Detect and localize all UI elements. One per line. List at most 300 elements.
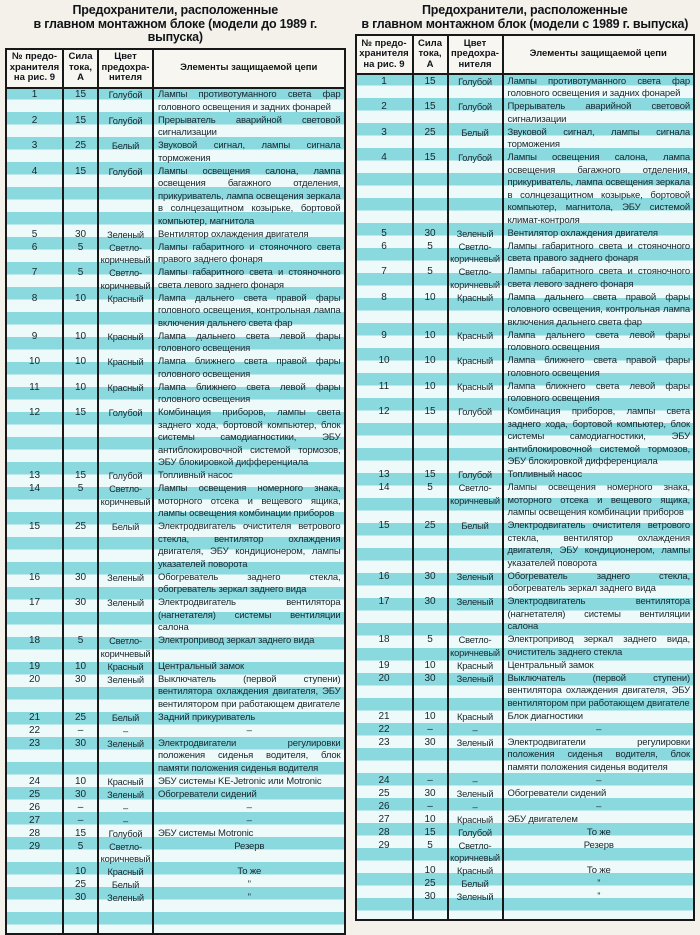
fuse-number-cell: 6	[357, 240, 414, 266]
table-row	[7, 267, 344, 293]
fuse-color-cell: –	[449, 800, 504, 813]
protected-circuit-cell: Центральный замок	[507, 659, 594, 671]
fuse-color-cell: Красный	[449, 813, 504, 826]
fuse-color-cell: Красный	[449, 380, 504, 406]
amperage-cell: 30	[64, 597, 99, 635]
amperage-cell: 10	[64, 775, 99, 788]
fuse-color-cell: Зеленый	[449, 227, 504, 240]
amperage-cell: 5	[64, 267, 99, 293]
fuse-number-cell: 23	[7, 737, 64, 775]
fuse-number-cell: 28	[7, 827, 64, 840]
amperage-cell: 5	[414, 634, 449, 660]
protected-circuit-cell: Комбинация приборов, лампы света заднего хода, бортовой компьютер, блок системы самодиагностики, ЭБУ антиблокировочной системой тормозов, ЭБУ блокировкой дифференциала	[507, 406, 690, 467]
table-row	[357, 329, 694, 355]
amperage-cell: –	[64, 724, 99, 737]
table-row	[7, 228, 344, 241]
table-row	[7, 840, 344, 866]
table-row	[357, 659, 694, 672]
amperage-cell: –	[414, 800, 449, 813]
protected-circuit-cell: Задний прикуриватель	[158, 711, 256, 723]
fuse-color-cell: Красный	[449, 355, 504, 381]
table-row	[7, 483, 344, 521]
table-row	[357, 355, 694, 381]
fuse-color-cell: Голубой	[449, 152, 504, 228]
fuse-number-cell: 24	[7, 775, 64, 788]
table-row	[7, 892, 344, 905]
fuse-color-cell: Голубой	[99, 114, 154, 140]
fuse-number-cell: 18	[7, 635, 64, 661]
fuse-color-cell: Зеленый	[449, 787, 504, 800]
fuse-number-cell: 18	[357, 634, 414, 660]
fuse-color-cell: Зеленый	[99, 737, 154, 775]
protected-circuit-cell: Обогреватель заднего стекла, обогреватель зеркал заднего вида	[507, 570, 690, 594]
amperage-cell: 10	[414, 710, 449, 723]
protected-circuit-cell: Лампы габаритного света и стояночного света левого заднего фонаря	[158, 267, 341, 291]
table-row	[357, 240, 694, 266]
protected-circuit-cell: Лампы противотуманного света фар головного освещения и задних фонарей	[507, 75, 690, 99]
table-empty-area	[357, 904, 694, 920]
amperage-cell: 25	[414, 126, 449, 152]
protected-circuit-cell: То же	[586, 826, 611, 838]
fuse-color-cell: Светло-коричневый	[449, 634, 504, 660]
table-row	[357, 826, 694, 839]
header-protected-circuit: Элементы защищаемой цепи	[529, 48, 667, 60]
fuse-color-cell: Голубой	[449, 101, 504, 127]
fuse-color-cell: Голубой	[99, 470, 154, 483]
fuse-color-cell: Зеленый	[449, 570, 504, 596]
fuse-color-cell: Красный	[449, 710, 504, 723]
amperage-cell: 5	[414, 240, 449, 266]
protected-circuit-cell: Лампы противотуманного света фар головного освещения и задних фонарей	[158, 89, 341, 113]
protected-circuit-cell: –	[596, 800, 602, 812]
fuse-number-cell: 16	[7, 571, 64, 597]
table-row	[357, 710, 694, 723]
protected-circuit-cell: Электродвигатели регулировки положения сиденья водителя, блок памяти положения сиденья водителя	[158, 737, 341, 774]
fuse-number-cell: 7	[357, 266, 414, 292]
table-row	[357, 813, 694, 826]
table-row	[7, 330, 344, 356]
fuse-number-cell: 26	[7, 801, 64, 814]
amperage-cell: 25	[64, 521, 99, 572]
table-row	[357, 406, 694, 469]
protected-circuit-cell: ”	[247, 879, 251, 890]
amperage-cell: 5	[414, 482, 449, 520]
fuse-number-cell: 10	[357, 355, 414, 381]
fuse-number-cell: 11	[7, 381, 64, 407]
fuse-color-cell: –	[449, 723, 504, 736]
fuse-number-cell: 11	[357, 380, 414, 406]
amperage-cell: 5	[64, 840, 99, 866]
amperage-cell: 15	[64, 827, 99, 840]
amperage-cell: 10	[414, 813, 449, 826]
fuse-color-cell: Зеленый	[449, 672, 504, 710]
fuse-number-cell: 25	[357, 787, 414, 800]
table-header-row	[7, 50, 344, 89]
table-row	[357, 723, 694, 736]
table-row	[7, 140, 344, 166]
amperage-cell: 15	[64, 114, 99, 140]
protected-circuit-cell: Электродвигатель очистителя ветрового стекла, вентилятор охлаждения двигателя, ЭБУ кондиционером, лампы указателей поворота	[158, 521, 341, 570]
fuse-color-cell: Светло-коричневый	[99, 635, 154, 661]
fuse-color-cell: Красный	[449, 659, 504, 672]
protected-circuit-cell: ”	[247, 892, 251, 903]
protected-circuit-cell: Лампы габаритного и стояночного света правого заднего фонаря	[158, 241, 341, 265]
amperage-cell: 30	[64, 788, 99, 801]
amperage-cell: 30	[64, 228, 99, 241]
fuse-number-cell	[357, 865, 414, 878]
protected-circuit-cell: –	[246, 724, 252, 736]
fuse-color-cell: Светло-коричневый	[99, 241, 154, 267]
fuse-color-cell: Голубой	[99, 89, 154, 115]
protected-circuit-cell: Обогреватели сидений	[158, 788, 257, 800]
protected-circuit-cell: Лампы габаритного света и стояночного света левого заднего фонаря	[507, 266, 690, 290]
fuse-number-cell: 4	[357, 152, 414, 228]
amperage-cell: 10	[64, 356, 99, 382]
amperage-cell: 15	[414, 406, 449, 469]
fuse-color-cell: Красный	[99, 330, 154, 356]
table-row	[7, 866, 344, 879]
table-row	[357, 596, 694, 634]
fuse-number-cell: 14	[357, 482, 414, 520]
table-row	[7, 775, 344, 788]
fuse-color-cell: –	[99, 724, 154, 737]
table-row	[357, 380, 694, 406]
protected-circuit-cell: Резерв	[583, 839, 614, 851]
amperage-cell: –	[414, 774, 449, 787]
table-row	[7, 635, 344, 661]
fuse-number-cell: 7	[7, 267, 64, 293]
fuse-number-cell: 5	[357, 227, 414, 240]
header-fuse-number: № предо-хранителя на рис. 9	[7, 50, 64, 87]
amperage-cell: 15	[414, 101, 449, 127]
fuse-color-cell: Красный	[99, 775, 154, 788]
fuse-color-cell: Светло-коричневый	[449, 482, 504, 520]
amperage-cell: 30	[414, 891, 449, 904]
fuse-number-cell: 29	[7, 840, 64, 866]
fuse-color-cell: Зеленый	[99, 571, 154, 597]
fuse-color-cell: Светло-коричневый	[449, 266, 504, 292]
fuse-color-cell: Белый	[99, 711, 154, 724]
fuse-color-cell: Красный	[99, 660, 154, 673]
protected-circuit-cell: Электродвигатели регулировки положения сиденья водителя, блок памяти положения сиденья водителя	[507, 736, 690, 773]
protected-circuit-cell: Выключатель (первой ступени) вентилятора охлаждения двигателя, ЭБУ вентилятором при работающем двигателе	[507, 672, 690, 709]
amperage-cell: 10	[64, 292, 99, 330]
fuse-color-cell: Голубой	[449, 406, 504, 469]
amperage-cell: 30	[414, 736, 449, 774]
fuse-number-cell: 12	[357, 406, 414, 469]
table-row	[7, 660, 344, 673]
amperage-cell: 30	[414, 227, 449, 240]
fuse-number-cell: 17	[357, 596, 414, 634]
fuse-table-post-1989-section	[355, 3, 696, 935]
fuse-number-cell: 3	[7, 140, 64, 166]
amperage-cell: 25	[414, 520, 449, 571]
protected-circuit-cell: Вентилятор охлаждения двигателя	[507, 227, 658, 239]
table-row	[7, 521, 344, 572]
fuse-number-cell: 29	[357, 839, 414, 865]
protected-circuit-cell: Выключатель (первой ступени) вентилятора охлаждения двигателя, ЭБУ вентилятором при работающем двигателе	[158, 673, 341, 710]
amperage-cell: 10	[64, 660, 99, 673]
fuse-number-cell: 15	[7, 521, 64, 572]
fuse-number-cell	[357, 878, 414, 891]
title-line-1: Предохранители, расположенные	[422, 3, 628, 17]
table-row	[7, 827, 344, 840]
fuse-color-cell: Белый	[99, 879, 154, 892]
amperage-cell: 10	[414, 380, 449, 406]
fuse-number-cell: 27	[357, 813, 414, 826]
header-amperage: Сила тока, А	[64, 50, 99, 87]
fuse-color-cell: Белый	[99, 140, 154, 166]
fuse-number-cell: 10	[7, 356, 64, 382]
fuse-color-cell: Красный	[449, 291, 504, 329]
fuse-color-cell: Зеленый	[449, 736, 504, 774]
protected-circuit-cell: ЭБУ системы KE-Jetronic или Motronic	[158, 775, 322, 787]
table-row	[7, 814, 344, 827]
protected-circuit-cell: ЭБУ двигателем	[507, 813, 578, 825]
fuse-number-cell: 19	[7, 660, 64, 673]
protected-circuit-cell: Центральный замок	[158, 660, 245, 672]
fuse-number-cell: 3	[357, 126, 414, 152]
amperage-cell: 30	[64, 892, 99, 905]
amperage-cell: 30	[414, 570, 449, 596]
fuse-color-cell: Голубой	[99, 827, 154, 840]
title-line-2: в главном монтажном блоке (модели до 1989 г. выпуска)	[33, 16, 317, 44]
table-row	[7, 292, 344, 330]
protected-circuit-cell: Лампа дальнего света правой фары головного освещения, контрольная лампа включения дальнего света фар	[507, 291, 690, 328]
fuse-number-cell: 6	[7, 241, 64, 267]
protected-circuit-cell: Лампа дальнего света правой фары головного освещения, контрольная лампа включения дальнего света фар	[158, 292, 341, 329]
table-row	[7, 879, 344, 892]
amperage-cell: 10	[414, 865, 449, 878]
title-line-1: Предохранители, расположенные	[72, 3, 278, 17]
protected-circuit-cell: –	[246, 814, 252, 826]
fuse-color-cell: Белый	[449, 126, 504, 152]
fuse-tables-container	[5, 3, 695, 935]
protected-circuit-cell: Лампы габаритного света и стояночного света правого заднего фонаря	[507, 240, 690, 264]
fuse-color-cell: Красный	[99, 356, 154, 382]
protected-circuit-cell: –	[246, 801, 252, 813]
fuse-number-cell: 17	[7, 597, 64, 635]
fuse-color-cell: Голубой	[99, 407, 154, 470]
fuse-number-cell: 21	[7, 711, 64, 724]
table-row	[357, 839, 694, 865]
protected-circuit-cell: Топливный насос	[158, 470, 233, 481]
amperage-cell: 10	[414, 355, 449, 381]
protected-circuit-cell: ”	[597, 878, 601, 889]
fuse-color-cell: Зеленый	[449, 596, 504, 634]
fuse-color-cell: Голубой	[99, 165, 154, 228]
protected-circuit-cell: ЭБУ системы Motronic	[158, 827, 254, 839]
protected-circuit-cell: Обогреватель заднего стекла, обогреватель зеркал заднего вида	[158, 571, 341, 595]
fuse-number-cell: 28	[357, 826, 414, 839]
table-row	[357, 774, 694, 787]
table-row	[7, 407, 344, 470]
fuse-number-cell	[7, 866, 64, 879]
table-row	[7, 356, 344, 382]
table-row	[357, 469, 694, 482]
fuse-table-post-1989	[355, 34, 696, 921]
amperage-cell: –	[64, 801, 99, 814]
fuse-color-cell: Красный	[99, 381, 154, 407]
fuse-color-cell: Зеленый	[99, 788, 154, 801]
protected-circuit-cell: Комбинация приборов, лампы света заднего хода, бортовой компьютер, блок системы самодиагностики, ЭБУ антиблокировочной системой тормозов, ЭБУ блокировкой дифференциала	[158, 407, 341, 468]
fuse-number-cell: 2	[357, 101, 414, 127]
protected-circuit-cell: Электродвигатель вентилятора (нагнетателя) системы вентиляции салона	[158, 597, 341, 633]
fuse-color-cell: Зеленый	[449, 891, 504, 904]
protected-circuit-cell: Электродвигатель вентилятора (нагнетателя) системы вентиляции салона	[507, 596, 690, 632]
protected-circuit-cell: Прерыватель аварийной световой сигнализации	[158, 114, 341, 138]
fuse-table-pre-1989-section	[5, 3, 346, 935]
fuse-number-cell: 8	[357, 291, 414, 329]
amperage-cell: 10	[414, 329, 449, 355]
fuse-color-cell: Красный	[99, 866, 154, 879]
protected-circuit-cell: Лампы освещения салона, лампа освещения багажного отделения, прикуриватель, лампа освещения зеркала в солнцезащитном козырьке, бортовой компьютер, магнитола	[158, 165, 341, 227]
table-row	[357, 482, 694, 520]
fuse-color-cell: Светло-коричневый	[99, 483, 154, 521]
protected-circuit-cell: Лампы освещения номерного знака, моторного отсека и вещевого ящика, лампы освещения комбинации приборов	[507, 482, 690, 518]
title-line-2: в главном монтажном блок (модели с 1989 г. выпуска)	[361, 16, 689, 31]
protected-circuit-cell: Лампа дальнего света левой фары головного освещения	[158, 330, 341, 354]
amperage-cell: 15	[64, 89, 99, 115]
table-row	[7, 470, 344, 483]
protected-circuit-cell: Звуковой сигнал, лампы сигнала торможения	[158, 140, 341, 164]
table-row	[357, 101, 694, 127]
fuse-number-cell: 22	[7, 724, 64, 737]
protected-circuit-cell: Лампа дальнего света левой фары головного освещения	[507, 329, 690, 353]
fuse-number-cell: 19	[357, 659, 414, 672]
amperage-cell: 25	[64, 879, 99, 892]
protected-circuit-cell: Топливный насос	[507, 469, 583, 480]
protected-circuit-cell: Блок диагностики	[507, 710, 583, 722]
amperage-cell: 10	[64, 330, 99, 356]
table-title-pre-1989	[5, 4, 346, 45]
protected-circuit-cell: Звуковой сигнал, лампы сигнала торможения	[507, 126, 690, 150]
fuse-color-cell: Белый	[449, 878, 504, 891]
amperage-cell: 15	[64, 165, 99, 228]
amperage-cell: 15	[414, 75, 449, 101]
fuse-number-cell	[7, 879, 64, 892]
protected-circuit-cell: –	[596, 774, 602, 786]
protected-circuit-cell: –	[596, 723, 602, 735]
table-row	[357, 266, 694, 292]
protected-circuit-cell: Электропривод зеркал заднего вида, очиститель заднего стекла	[507, 634, 690, 658]
fuse-color-cell: Голубой	[449, 469, 504, 482]
amperage-cell: 5	[414, 839, 449, 865]
amperage-cell: 15	[414, 826, 449, 839]
table-row	[357, 672, 694, 710]
fuse-color-cell: Светло-коричневый	[99, 267, 154, 293]
fuse-color-cell: –	[449, 774, 504, 787]
amperage-cell: –	[414, 723, 449, 736]
fuse-number-cell: 8	[7, 292, 64, 330]
table-row	[7, 89, 344, 115]
amperage-cell: 25	[64, 140, 99, 166]
protected-circuit-cell: То же	[586, 865, 611, 876]
protected-circuit-cell: ”	[597, 891, 601, 902]
table-row	[7, 673, 344, 711]
amperage-cell: 10	[414, 291, 449, 329]
table-body	[7, 89, 344, 905]
fuse-number-cell: 23	[357, 736, 414, 774]
fuse-number-cell: 26	[357, 800, 414, 813]
table-row	[7, 381, 344, 407]
fuse-color-cell: –	[99, 801, 154, 814]
fuse-number-cell: 16	[357, 570, 414, 596]
fuse-color-cell: Белый	[449, 520, 504, 571]
amperage-cell: 5	[64, 483, 99, 521]
fuse-number-cell: 15	[357, 520, 414, 571]
table-row	[357, 800, 694, 813]
fuse-number-cell: 1	[357, 75, 414, 101]
amperage-cell: –	[64, 814, 99, 827]
fuse-number-cell: 20	[7, 673, 64, 711]
table-row	[7, 597, 344, 635]
amperage-cell: 10	[64, 866, 99, 879]
table-row	[357, 520, 694, 571]
fuse-color-cell: Зеленый	[99, 597, 154, 635]
fuse-color-cell: Белый	[99, 521, 154, 572]
fuse-number-cell	[357, 891, 414, 904]
protected-circuit-cell: Вентилятор охлаждения двигателя	[158, 228, 309, 240]
fuse-number-cell: 22	[357, 723, 414, 736]
table-row	[357, 634, 694, 660]
header-fuse-number: № предо-хранителя на рис. 9	[357, 36, 414, 73]
amperage-cell: 30	[414, 787, 449, 800]
fuse-color-cell: –	[99, 814, 154, 827]
table-row	[7, 571, 344, 597]
amperage-cell: 15	[414, 469, 449, 482]
amperage-cell: 10	[64, 381, 99, 407]
fuse-color-cell: Голубой	[449, 826, 504, 839]
table-row	[357, 75, 694, 101]
table-title-post-1989	[355, 4, 696, 31]
amperage-cell: 25	[64, 711, 99, 724]
amperage-cell: 30	[64, 737, 99, 775]
table-row	[357, 787, 694, 800]
protected-circuit-cell: То же	[237, 866, 262, 877]
fuse-color-cell: Зеленый	[99, 892, 154, 905]
protected-circuit-cell: Обогреватели сидений	[507, 787, 607, 799]
table-row	[7, 165, 344, 228]
table-row	[357, 291, 694, 329]
fuse-table-pre-1989	[5, 48, 346, 935]
table-row	[7, 788, 344, 801]
fuse-number-cell: 12	[7, 407, 64, 470]
amperage-cell: 5	[64, 241, 99, 267]
table-header-row	[357, 36, 694, 75]
protected-circuit-cell: Резерв	[234, 840, 265, 852]
table-row	[7, 801, 344, 814]
header-fuse-color: Цвет предохра-нителя	[449, 36, 504, 73]
amperage-cell: 30	[64, 673, 99, 711]
header-fuse-color: Цвет предохра-нителя	[99, 50, 154, 87]
table-row	[357, 227, 694, 240]
fuse-number-cell	[7, 892, 64, 905]
fuse-color-cell: Красный	[99, 292, 154, 330]
fuse-color-cell: Зеленый	[99, 673, 154, 711]
fuse-number-cell: 13	[357, 469, 414, 482]
amperage-cell: 5	[414, 266, 449, 292]
fuse-number-cell: 4	[7, 165, 64, 228]
fuse-number-cell: 5	[7, 228, 64, 241]
table-empty-area	[7, 905, 344, 933]
fuse-number-cell: 21	[357, 710, 414, 723]
fuse-color-cell: Зеленый	[99, 228, 154, 241]
fuse-color-cell: Светло-коричневый	[449, 839, 504, 865]
table-row	[357, 736, 694, 774]
header-amperage: Сила тока, А	[414, 36, 449, 73]
amperage-cell: 15	[64, 470, 99, 483]
